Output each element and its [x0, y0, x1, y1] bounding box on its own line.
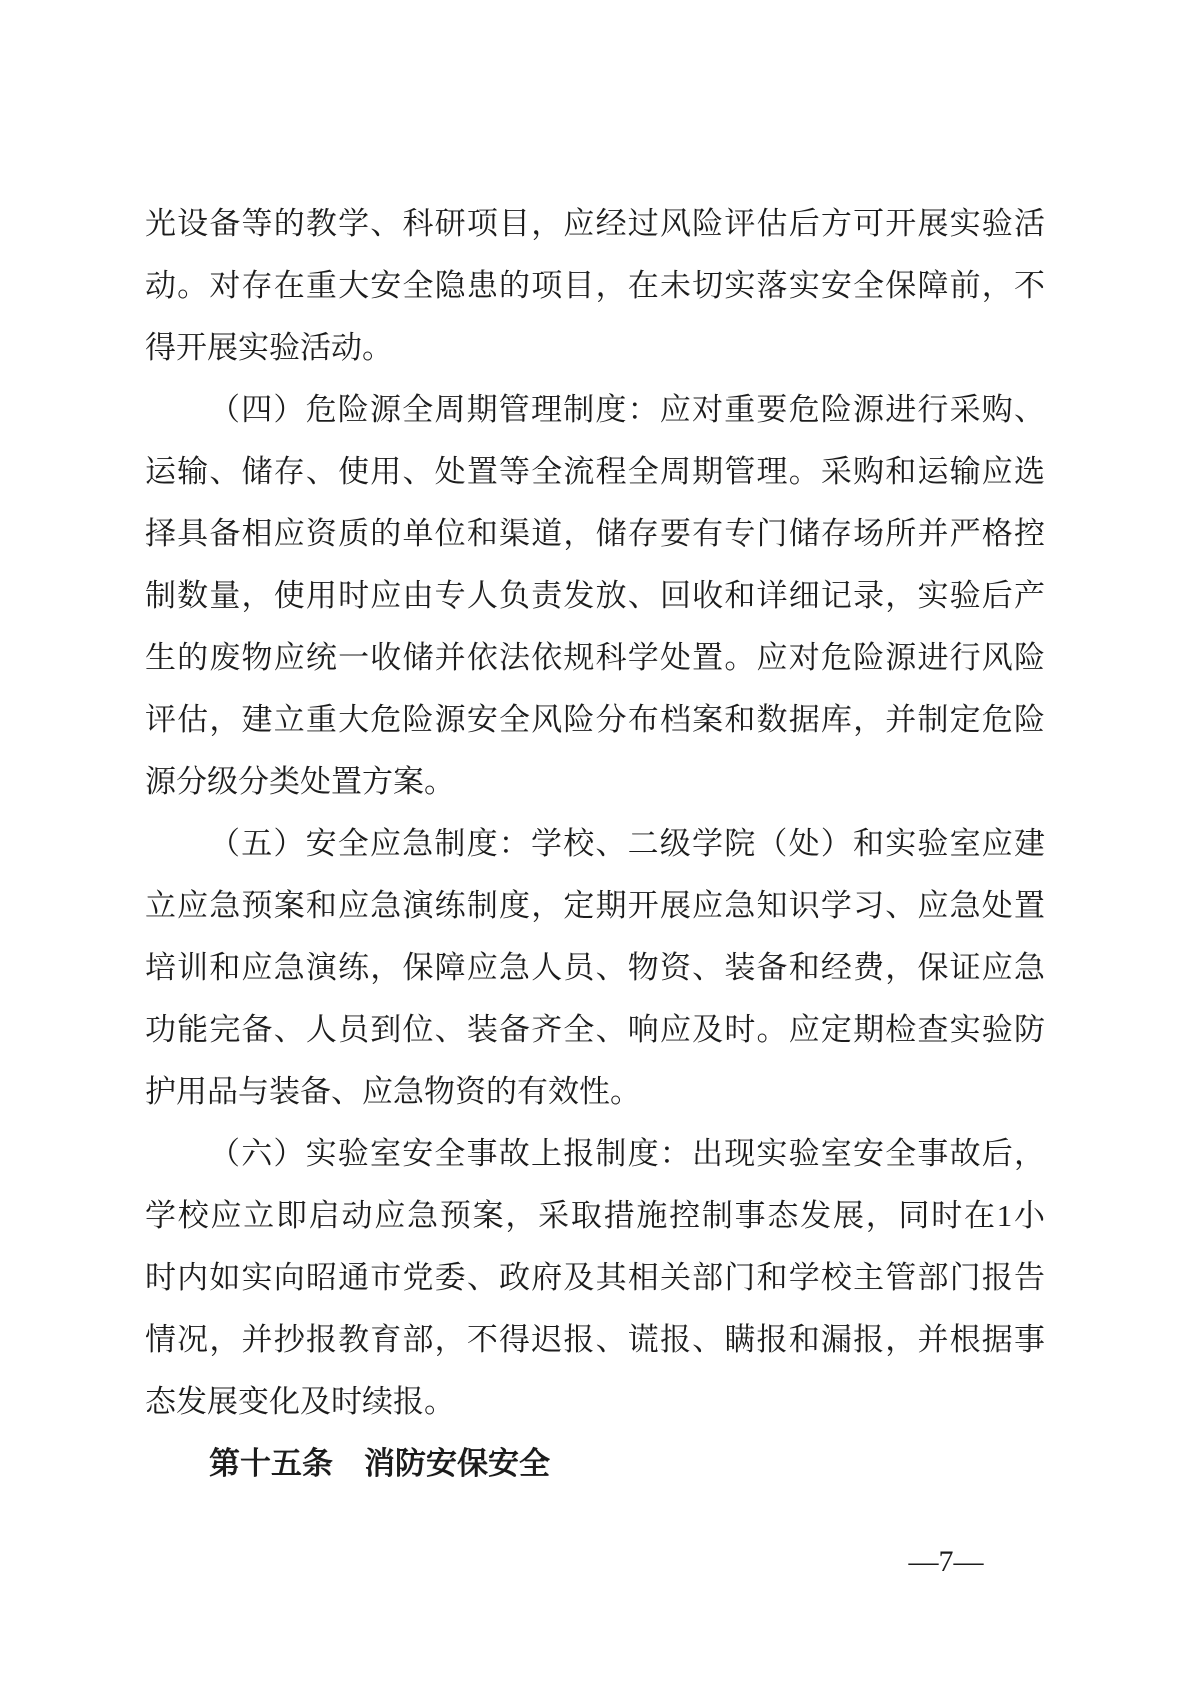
- body-text-line: 时内如实向昭通市党委、政府及其相关部门和学校主管部门报告: [145, 1260, 1045, 1295]
- body-text-line: 动。对存在重大安全隐患的项目，在未切实落实安全保障前，不: [145, 268, 1045, 303]
- body-text-line: 培训和应急演练，保障应急人员、物资、装备和经费，保证应急: [145, 950, 1045, 985]
- body-text-line: 情况，并抄报教育部，不得迟报、谎报、瞒报和漏报，并根据事: [145, 1322, 1045, 1357]
- body-text-line: 评估，建立重大危险源安全风险分布档案和数据库，并制定危险: [145, 702, 1045, 737]
- body-text-line: 源分级分类处置方案。: [145, 764, 455, 799]
- article-heading-line: 第十五条 消防安保安全: [209, 1446, 550, 1481]
- body-text-line: （六）实验室安全事故上报制度：出现实验室安全事故后，: [209, 1136, 1045, 1171]
- body-text-line: 得开展实验活动。: [145, 330, 393, 365]
- page-number: —7—: [908, 1545, 984, 1578]
- body-text-line: 生的废物应统一收储并依法依规科学处置。应对危险源进行风险: [145, 640, 1045, 675]
- body-text-line: 态发展变化及时续报。: [145, 1384, 455, 1419]
- text-block: [145, 193, 1045, 1495]
- body-text-line: 制数量，使用时应由专人负责发放、回收和详细记录，实验后产: [145, 578, 1045, 613]
- body-text-line: 功能完备、人员到位、装备齐全、响应及时。应定期检查实验防: [145, 1012, 1045, 1047]
- body-text-line: 运输、储存、使用、处置等全流程全周期管理。采购和运输应选: [145, 454, 1045, 489]
- body-text-line: （五）安全应急制度：学校、二级学院（处）和实验室应建: [209, 826, 1045, 861]
- body-text-line: 学校应立即启动应急预案，采取措施控制事态发展，同时在1小: [145, 1198, 1045, 1233]
- body-text-line: 择具备相应资质的单位和渠道，储存要有专门储存场所并严格控: [145, 516, 1045, 551]
- body-text-line: 光设备等的教学、科研项目，应经过风险评估后方可开展实验活: [145, 206, 1045, 241]
- body-text-line: 立应急预案和应急演练制度，定期开展应急知识学习、应急处置: [145, 888, 1045, 923]
- body-text-line: 护用品与装备、应急物资的有效性。: [145, 1074, 641, 1109]
- body-text-line: （四）危险源全周期管理制度：应对重要危险源进行采购、: [209, 392, 1045, 427]
